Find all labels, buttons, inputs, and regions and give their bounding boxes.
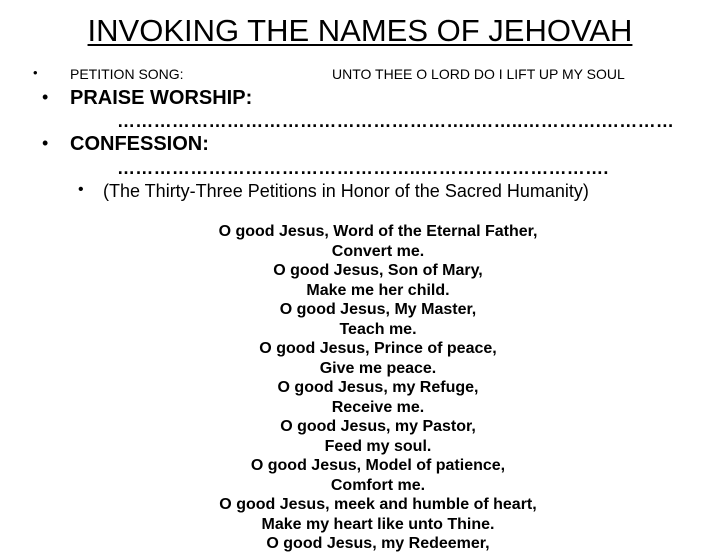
prayer-line: O good Jesus, Word of the Eternal Father, (218, 223, 538, 240)
prayer-line: O good Jesus, meek and humble of heart, (219, 496, 537, 513)
petition-bullet: • (33, 65, 38, 80)
prayer-line: O good Jesus, My Master, (279, 301, 477, 318)
prayer-line: Receive me. (331, 398, 425, 416)
prayer-line: O good Jesus, my Refuge, (277, 379, 479, 396)
prayer-line: O good Jesus, Son of Mary, (273, 262, 483, 279)
petition-song-title: UNTO THEE O LORD DO I LIFT UP MY SOUL (332, 66, 625, 82)
prayer-line: O good Jesus, Prince of peace, (259, 340, 497, 357)
prayer-line: Comfort me. (330, 476, 426, 494)
prayer-line: O good Jesus, my Pastor, (280, 418, 476, 435)
petition-song-label: PETITION SONG: (70, 66, 184, 82)
prayer-line: O good Jesus, my Redeemer, (266, 535, 490, 552)
petitions-sub-bullet: • (78, 181, 84, 198)
confession-placeholder: …………………………………………..…………………………. (117, 158, 609, 178)
prayer-line: Give me peace. (319, 359, 437, 377)
prayer-line: Teach me. (339, 320, 417, 338)
petitions-heading: (The Thirty-Three Petitions in Honor of the Sacred Humanity) (103, 181, 589, 201)
praise-bullet: • (42, 87, 49, 107)
confession-bullet: • (42, 133, 49, 153)
praise-worship-placeholder: …………………………………………………..……..………….………… (117, 111, 675, 131)
prayer-text (160, 222, 596, 554)
prayer-line: Make my heart like unto Thine. (261, 515, 495, 533)
prayer-line: Feed my soul. (324, 437, 432, 455)
praise-worship-label: PRAISE WORSHIP: (70, 87, 253, 109)
confession-label: CONFESSION: (70, 133, 209, 155)
prayer-line: Convert me. (331, 242, 425, 260)
prayer-line: O good Jesus, Model of patience, (250, 457, 506, 474)
page-title: INVOKING THE NAMES OF JEHOVAH (87, 13, 633, 48)
prayer-line: Make me her child. (306, 281, 450, 299)
